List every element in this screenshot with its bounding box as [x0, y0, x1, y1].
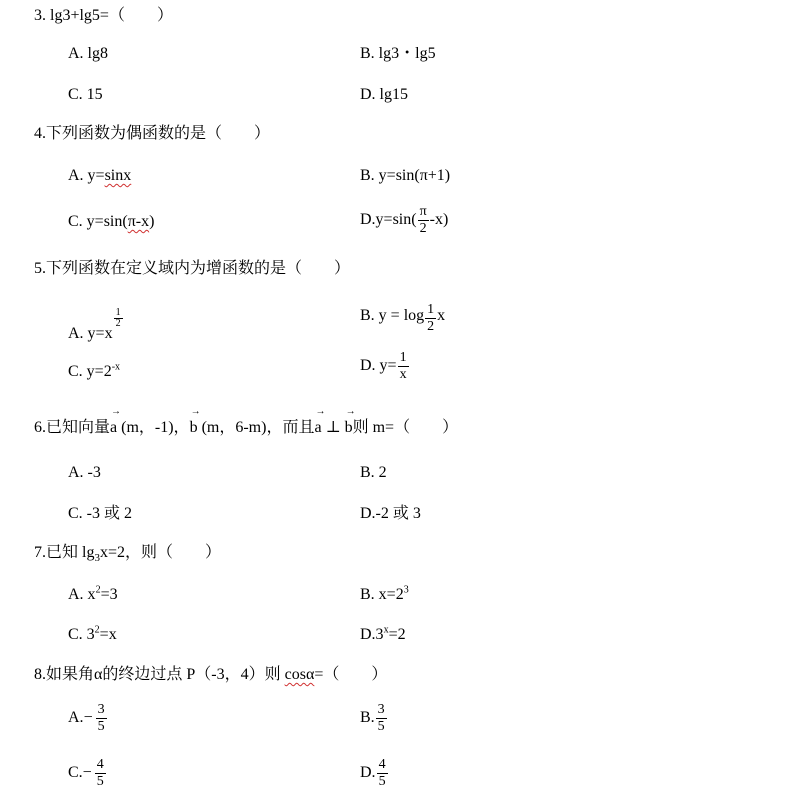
fraction-denominator: x	[399, 367, 407, 382]
q5-option-d	[360, 350, 410, 383]
q8-option-d-label: D.	[360, 764, 376, 782]
q7-option-d	[360, 625, 406, 645]
q7-option-c-exponent: 2	[94, 624, 100, 636]
q7-option-d-text: D.3	[360, 626, 384, 643]
q4-option-a-spellcheck: sinx	[104, 167, 132, 184]
q8-option-b	[360, 702, 388, 735]
question-3-stem: 3. lg3+lg5=（ ）	[34, 7, 173, 24]
q4-option-d-fraction	[418, 204, 429, 237]
q6-option-b: B. 2	[360, 464, 387, 481]
question-8-stem	[34, 665, 387, 685]
q8-option-c-label: C.	[68, 764, 83, 782]
q4-option-a-text: A. y=	[68, 167, 105, 184]
q7-log-base: 3	[94, 552, 100, 565]
exponent-numerator: 1	[115, 307, 121, 318]
q7-option-a-exponent: 2	[95, 584, 101, 596]
vector-b	[189, 406, 201, 438]
q5-option-b	[360, 302, 445, 335]
q4-option-c-spellcheck: π-x	[127, 213, 150, 230]
q8-option-d	[360, 757, 389, 790]
q7-stem-suffix: x=2，则（ ）	[99, 544, 221, 561]
q4-option-b: B. y=sin(π+1)	[360, 167, 451, 184]
q4-option-d-text: D.y=sin(	[360, 211, 417, 229]
q6-stem-part1: (m，-1)，	[117, 419, 190, 436]
question-6-stem	[34, 406, 459, 438]
vector-arrow-icon: →	[190, 406, 201, 417]
q5-option-a	[68, 308, 124, 344]
q8-option-b-label: B.	[360, 709, 375, 727]
q5-option-b-var: x	[437, 307, 446, 324]
q7-option-d-exponent: x	[383, 624, 389, 636]
q3-option-b: B. lg3・lg5	[360, 45, 436, 62]
q3-option-c: C. 15	[68, 86, 103, 103]
q4-option-c-close: )	[149, 213, 155, 230]
perpendicular-symbol: ⊥	[321, 419, 345, 436]
q6-stem-part2: (m，6-m)，而且	[197, 419, 315, 436]
q8-option-d-fraction	[377, 757, 388, 790]
q7-stem-prefix: 7.已知 lg	[34, 544, 95, 561]
q6-stem-prefix: 6.已知向量	[34, 419, 111, 436]
exponent-denominator: 2	[115, 318, 121, 329]
minus-sign: −	[83, 709, 93, 727]
q5-option-c	[68, 362, 120, 382]
q5-option-c-text: C. y=2	[68, 363, 112, 380]
question-7-stem	[34, 543, 221, 563]
q5-option-d-fraction	[398, 350, 409, 383]
fraction-denominator: 5	[378, 774, 386, 789]
q8-option-c-fraction	[95, 757, 106, 790]
fraction-numerator: 4	[96, 757, 104, 772]
vector-b-letter: b	[189, 419, 198, 436]
q7-option-b	[360, 585, 409, 605]
q7-option-c-text: C. 3	[68, 626, 95, 643]
question-4-stem: 4.下列函数为偶函数的是（ ）	[34, 125, 271, 142]
vector-arrow-icon: →	[111, 406, 122, 417]
q7-option-a-text: A. x	[68, 586, 96, 603]
q8-option-b-fraction	[376, 702, 387, 735]
q3-option-a: A. lg8	[68, 45, 108, 62]
q3-option-d: D. lg15	[360, 86, 408, 103]
q5-option-b-base-fraction	[425, 302, 436, 335]
vector-a-letter: a	[110, 419, 118, 436]
fraction-numerator: 3	[377, 702, 385, 717]
q7-option-a	[68, 585, 118, 605]
vector-b-2	[344, 406, 356, 438]
q8-stem-suffix: =（ ）	[314, 666, 388, 683]
q5-option-a-text: A. y=x	[68, 325, 113, 342]
q5-option-b-text: B. y = log	[360, 307, 425, 324]
fraction-numerator: 1	[399, 350, 407, 365]
q8-option-a-label: A.	[68, 709, 84, 727]
vector-a-2	[314, 406, 326, 438]
q8-option-c	[68, 757, 107, 790]
q4-option-c	[68, 212, 154, 232]
q8-stem-spellcheck: cosα	[284, 666, 315, 683]
fraction-denominator: 5	[97, 719, 105, 734]
fraction-numerator: 3	[97, 702, 105, 717]
q8-option-a-fraction	[96, 702, 107, 735]
q4-option-d	[360, 204, 448, 237]
question-5-stem: 5.下列函数在定义域内为增函数的是（ ）	[34, 260, 351, 277]
q4-option-d-suffix: -x)	[429, 211, 449, 229]
q7-option-c-suffix: =x	[99, 626, 117, 643]
fraction-denominator: 5	[96, 774, 104, 789]
q6-option-a: A. -3	[68, 464, 101, 481]
fraction-denominator: 5	[377, 719, 385, 734]
vector-arrow-icon: →	[345, 406, 356, 417]
vector-arrow-icon: →	[315, 406, 326, 417]
vector-a-letter: a	[314, 419, 322, 436]
q8-stem-prefix: 8.如果角α的终边过点 P（-3，4）则	[34, 666, 285, 683]
q7-option-d-suffix: =2	[388, 626, 406, 643]
q6-option-d: D.-2 或 3	[360, 505, 421, 522]
q4-option-c-text: C. y=sin(	[68, 213, 128, 230]
q7-option-b-text: B. x=2	[360, 586, 404, 603]
q5-option-a-exponent	[114, 308, 123, 329]
q5-option-c-exponent: -x	[111, 361, 121, 373]
q5-option-d-text: D. y=	[360, 357, 397, 375]
q7-option-b-exponent: 3	[403, 584, 409, 596]
fraction-numerator: 4	[378, 757, 386, 772]
q6-option-c: C. -3 或 2	[68, 505, 133, 522]
fraction-numerator: π	[419, 204, 427, 219]
q8-option-a	[68, 702, 108, 735]
q6-stem-part3: 则 m=（ ）	[352, 419, 459, 436]
q7-option-c	[68, 625, 117, 645]
fraction-denominator: 2	[418, 220, 429, 237]
fraction-numerator: 1	[427, 302, 435, 317]
q4-option-a	[68, 166, 131, 186]
vector-b-letter: b	[344, 419, 353, 436]
minus-sign: −	[82, 764, 92, 782]
vector-a	[110, 406, 122, 438]
q7-option-a-suffix: =3	[100, 586, 118, 603]
fraction-denominator: 2	[427, 319, 435, 334]
